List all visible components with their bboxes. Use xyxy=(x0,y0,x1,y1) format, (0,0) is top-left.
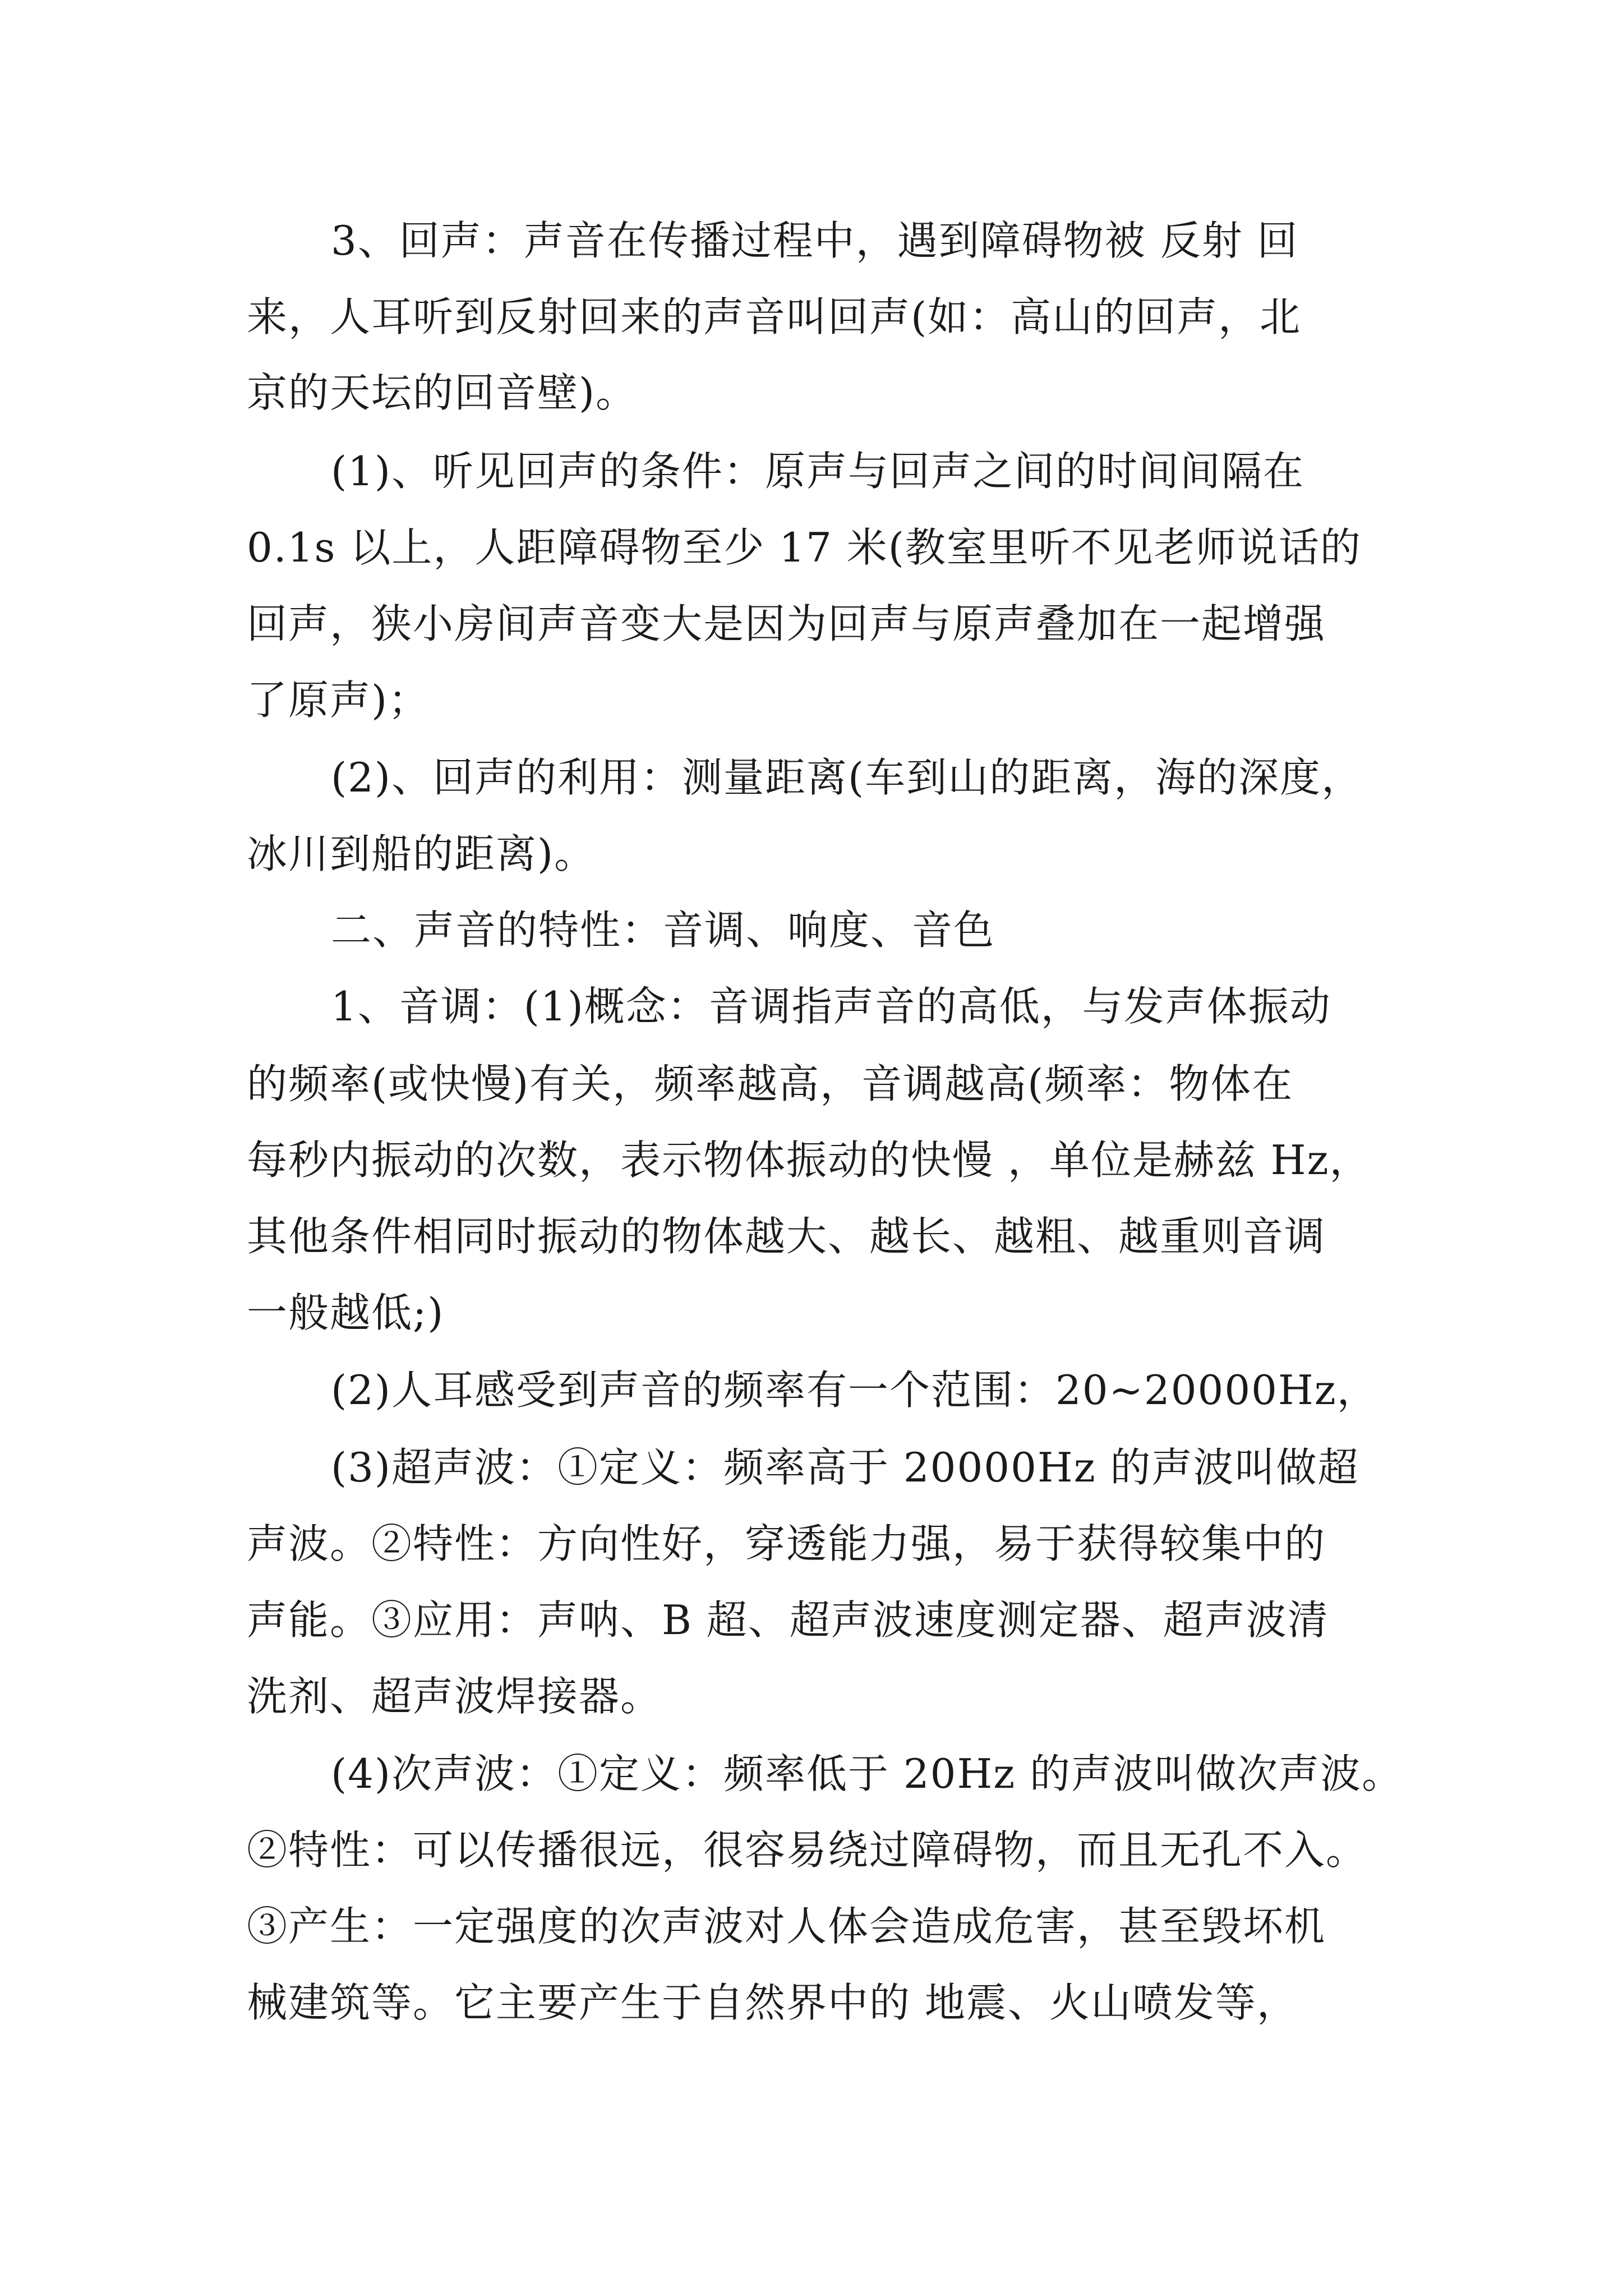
text-line-19: 声能。③应用：声呐、B 超、超声波速度测定器、超声波清 xyxy=(247,1596,1329,1644)
text-line-5: 0.1s 以上，人距障碍物至少 17 米(教室里听不见老师说话的 xyxy=(247,524,1362,571)
text-line-15: 一般越低;) xyxy=(247,1289,445,1336)
text-line-1: 3、回声：声音在传播过程中，遇到障碍物被 反射 回 xyxy=(331,217,1299,264)
text-line-13: 每秒内振动的次数，表示物体振动的快慢 ，单位是赫兹 Hz， xyxy=(247,1137,1371,1184)
text-line-8: (2)、回声的利用：测量距离(车到山的距离，海的深度， xyxy=(331,754,1363,801)
text-line-11: 1、音调：(1)概念：音调指声音的高低，与发声体振动 xyxy=(331,983,1331,1030)
text-line-7: 了原声)； xyxy=(247,677,430,724)
text-line-21: (4)次声波：①定义：频率低于 20Hz 的声波叫做次声波。 xyxy=(331,1750,1404,1797)
text-line-16: (2)人耳感受到声音的频率有一个范围：20~20000Hz， xyxy=(331,1366,1378,1414)
text-line-9: 冰川到船的距离)。 xyxy=(247,830,596,877)
text-line-23: ③产生：一定强度的次声波对人体会造成危害，甚至毁坏机 xyxy=(247,1903,1326,1950)
text-line-20: 洗剂、超声波焊接器。 xyxy=(247,1673,662,1720)
text-line-4: (1)、听见回声的条件：原声与回声之间的时间间隔在 xyxy=(331,448,1304,495)
text-line-10: 二、声音的特性：音调、响度、音色 xyxy=(331,907,995,954)
text-line-3: 京的天坛的回音壁)。 xyxy=(247,369,638,416)
text-line-22: ②特性：可以传播很远，很容易绕过障碍物，而且无孔不入。 xyxy=(247,1826,1368,1874)
text-line-14: 其他条件相同时振动的物体越大、越长、越粗、越重则音调 xyxy=(247,1213,1326,1260)
text-line-24: 械建筑等。它主要产生于自然界中的 地震、火山喷发等， xyxy=(247,1979,1298,2026)
text-line-12: 的频率(或快慢)有关，频率越高，音调越高(频率：物体在 xyxy=(247,1060,1294,1107)
text-line-2: 来，人耳听到反射回来的声音叫回声(如：高山的回声，北 xyxy=(247,293,1302,341)
text-line-17: (3)超声波：①定义：频率高于 20000Hz 的声波叫做超 xyxy=(331,1444,1359,1491)
text-line-18: 声波。②特性：方向性好，穿透能力强，易于获得较集中的 xyxy=(247,1520,1326,1567)
text-line-6: 回声，狭小房间声音变大是因为回声与原声叠加在一起增强 xyxy=(247,600,1326,647)
